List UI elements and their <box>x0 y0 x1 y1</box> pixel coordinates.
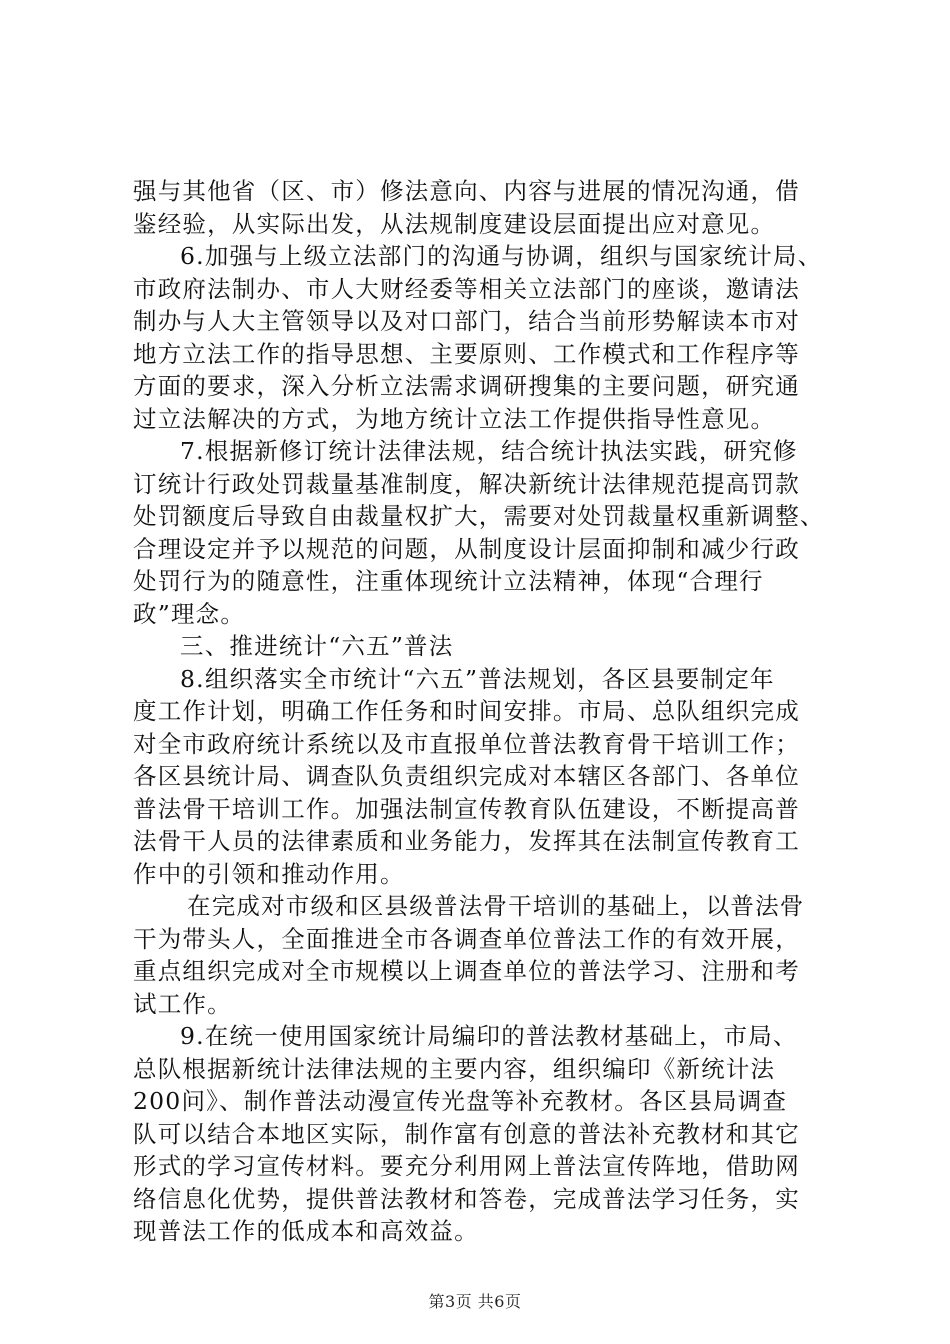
text-line: 过立法解决的方式，为地方统计立法工作提供指导性意见。 <box>133 404 776 433</box>
text-line: 对全市政府统计系统以及市直报单位普法教育骨干培训工作； <box>133 729 800 758</box>
text-line: 形式的学习宣传材料。要充分利用网上普法宣传阵地，借助网 <box>133 1152 800 1180</box>
document-body <box>133 175 833 1248</box>
text-line: 政”理念。 <box>133 599 246 628</box>
section-heading: 三、推进统计“六五”普法 <box>180 632 454 660</box>
text-line: 制办与人大主管领导以及对口部门，结合当前形势解读本市对 <box>133 307 800 335</box>
text-line: 200问》、制作普法动漫宣传光盘等补充教材。各区县局调查 <box>133 1087 788 1115</box>
text-line: 订统计行政处罚裁量基准制度，解决新统计法律规范提高罚款 <box>133 469 800 498</box>
text-line: 处罚额度后导致自由裁量权扩大，需要对处罚裁量权重新调整、 <box>133 502 825 530</box>
text-line: 处罚行为的随意性，注重体现统计立法精神，体现“合理行 <box>133 567 764 595</box>
text-line: 度工作计划，明确工作任务和时间安排。市局、总队组织完成 <box>133 697 800 725</box>
text-line: 试工作。 <box>133 989 232 1018</box>
text-line: 络信息化优势，提供普法教材和答卷，完成普法学习任务，实 <box>133 1184 800 1213</box>
text-line: 作中的引领和推动作用。 <box>133 859 405 888</box>
text-line: 地方立法工作的指导思想、主要原则、工作模式和工作程序等 <box>133 339 800 368</box>
text-line: 各区县统计局、调查队负责组织完成对本辖区各部门、各单位 <box>133 762 800 790</box>
text-line: 在完成对市级和区县级普法骨干培训的基础上，以普法骨 <box>187 892 805 920</box>
text-line: 7.根据新修订统计法律法规，结合统计执法实践，研究修 <box>180 437 798 465</box>
text-line: 6.加强与上级立法部门的沟通与协调，组织与国家统计局、 <box>180 242 823 270</box>
text-line: 方面的要求，深入分析立法需求调研搜集的主要问题，研究通 <box>133 372 800 400</box>
page-number: 第3页 共6页 <box>428 1292 522 1311</box>
text-line: 现普法工作的低成本和高效益。 <box>133 1217 479 1245</box>
text-line: 干为带头人，全面推进全市各调查单位普法工作的有效开展， <box>133 924 800 953</box>
text-line: 9.在统一使用国家统计局编印的普法教材基础上，市局、 <box>180 1022 798 1050</box>
text-line: 总队根据新统计法律法规的主要内容，组织编印《新统计法 <box>133 1054 776 1083</box>
text-line: 法骨干人员的法律素质和业务能力，发挥其在法制宣传教育工 <box>133 827 800 855</box>
text-line: 强与其他省（区、市）修法意向、内容与进展的情况沟通，借 <box>133 177 800 205</box>
text-line: 重点组织完成对全市规模以上调查单位的普法学习、注册和考 <box>133 957 800 985</box>
text-line: 普法骨干培训工作。加强法制宣传教育队伍建设，不断提高普 <box>133 794 800 823</box>
text-line: 鉴经验，从实际出发，从法规制度建设层面提出应对意见。 <box>133 209 776 238</box>
text-line: 队可以结合本地区实际，制作富有创意的普法补充教材和其它 <box>133 1119 800 1148</box>
text-line: 市政府法制办、市人大财经委等相关立法部门的座谈，邀请法 <box>133 274 800 303</box>
text-line: 8.组织落实全市统计“六五”普法规划，各区县要制定年 <box>180 664 775 693</box>
text-line: 合理设定并予以规范的问题，从制度设计层面抑制和减少行政 <box>133 534 800 563</box>
